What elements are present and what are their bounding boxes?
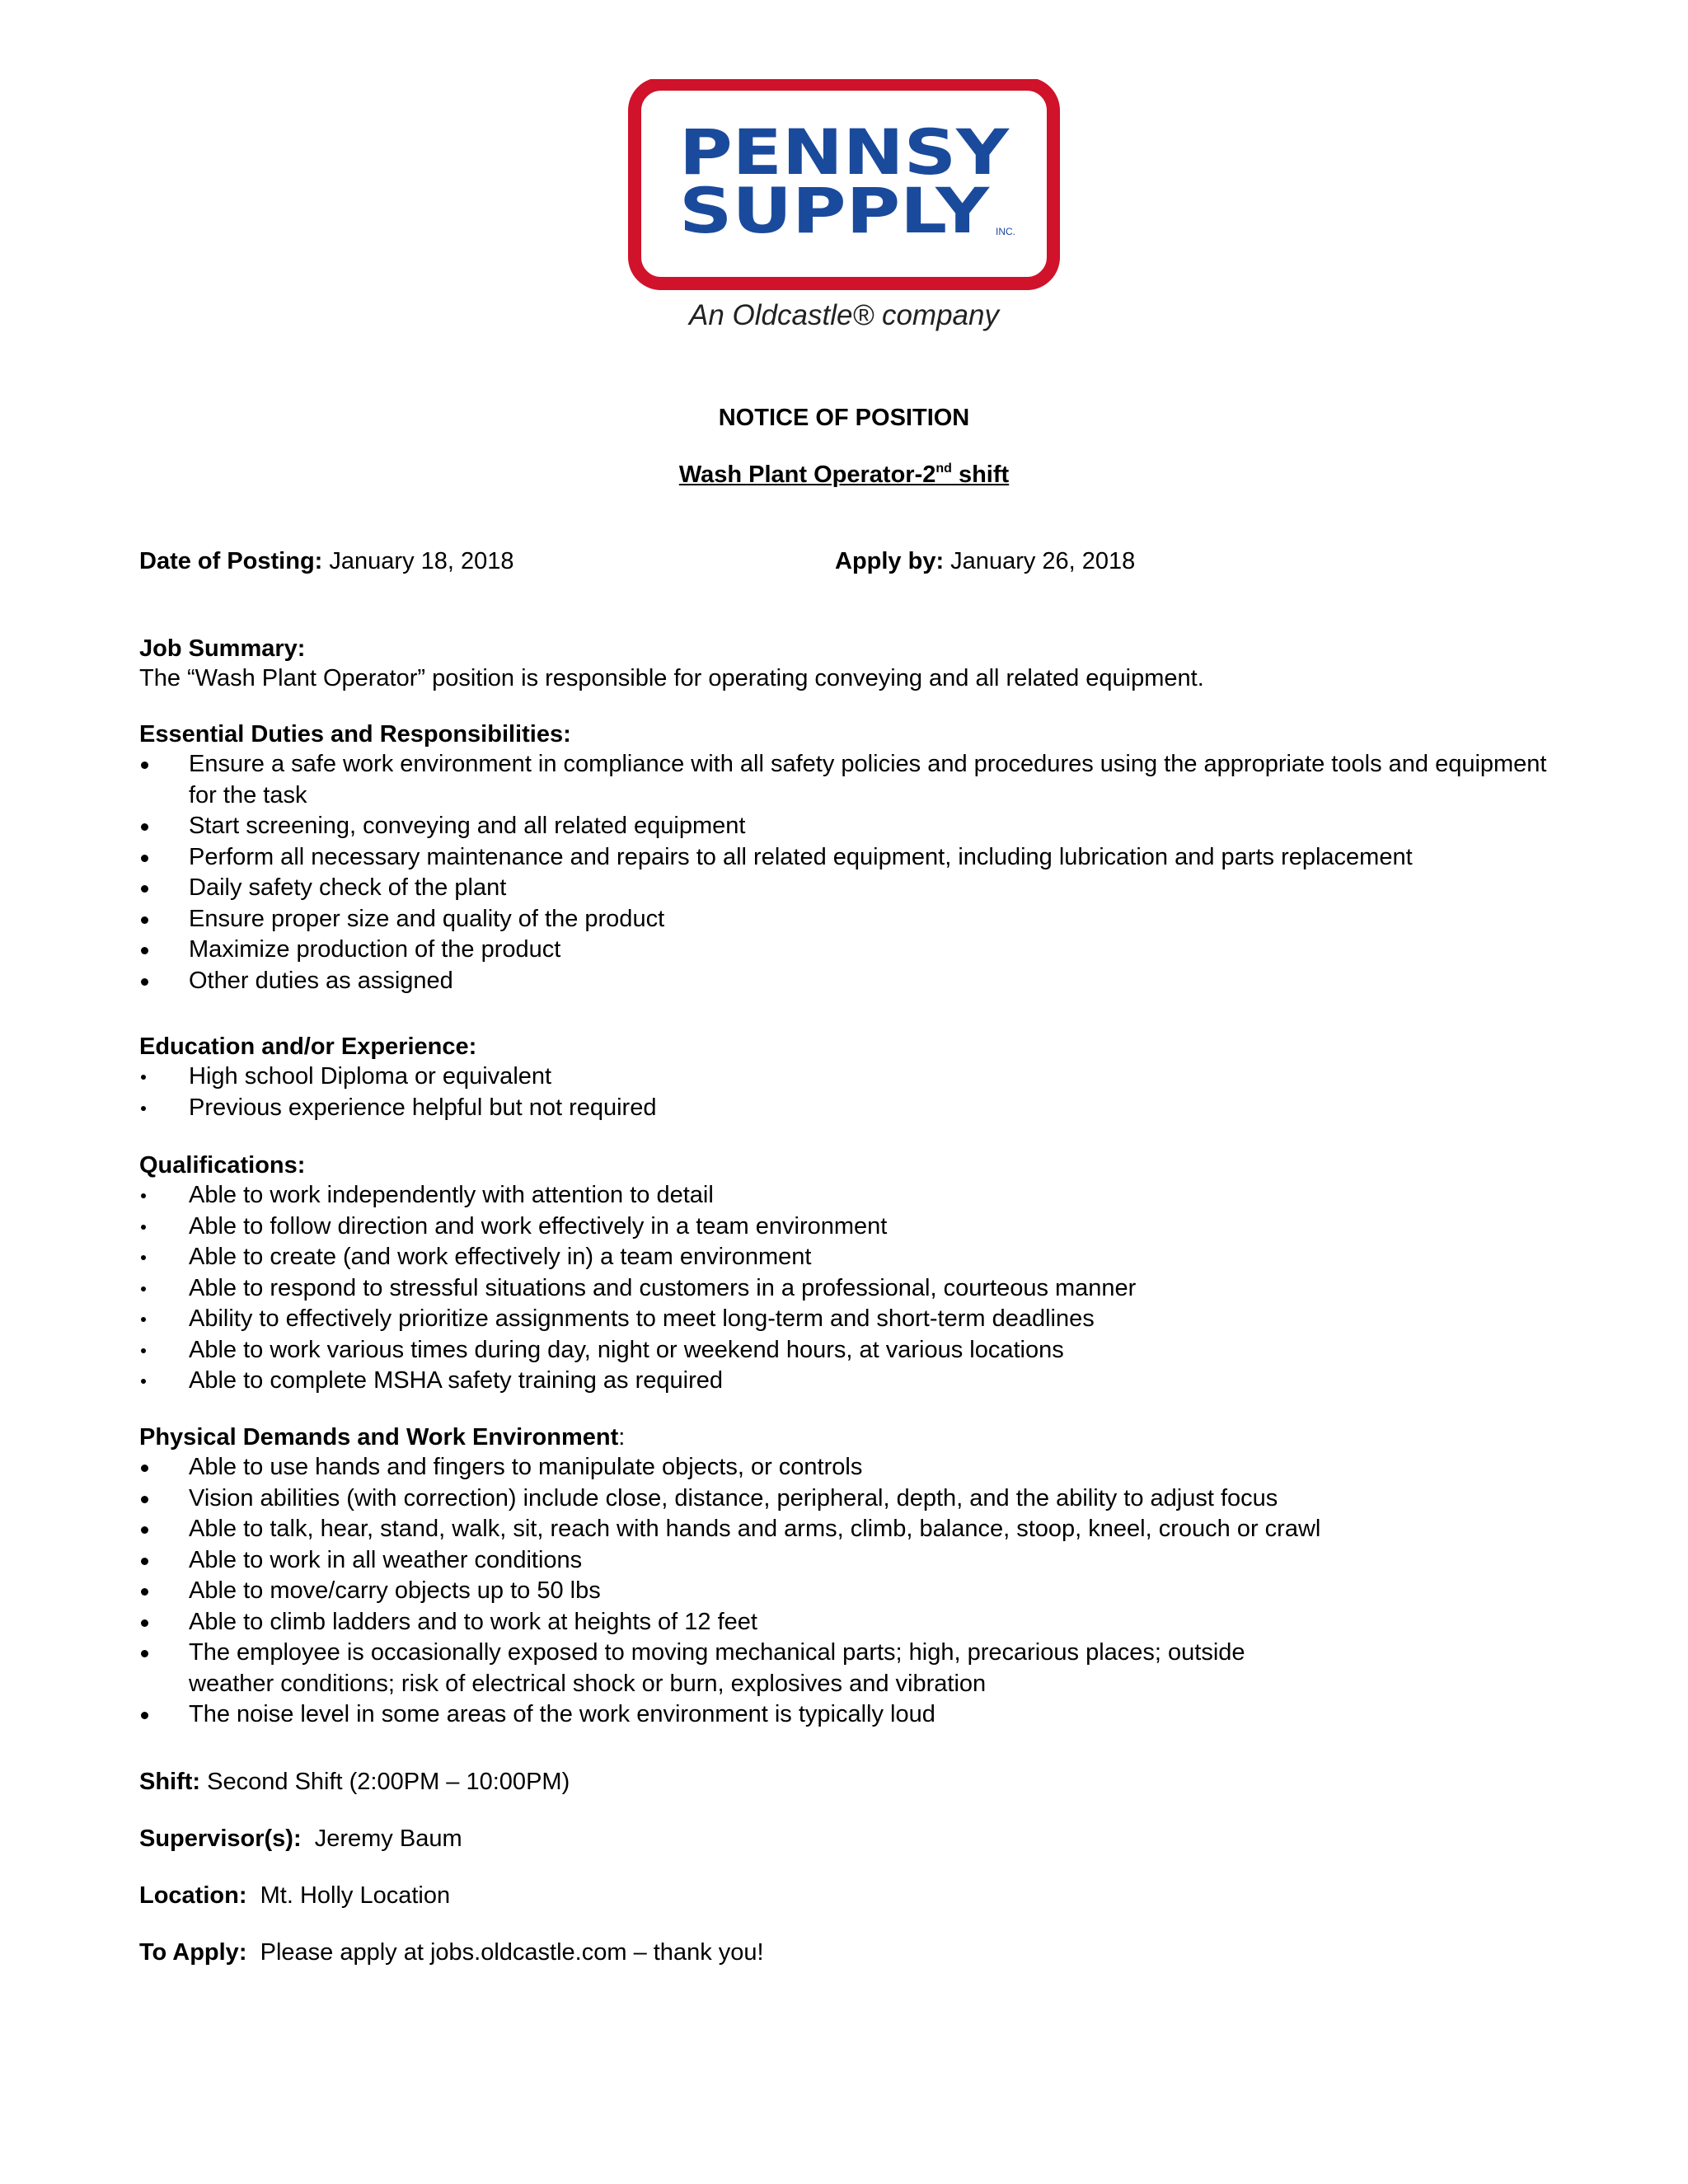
list-item: Vision abilities (with correction) include close, distance, peripheral, depth, and the ability to adjust focus [189,1484,1278,1511]
date-of-posting [139,548,514,575]
job-summary-text: The “Wash Plant Operator” position is responsible for operating conveying and all related equipment. [139,665,1204,691]
physical-section [139,1422,1376,1731]
job-summary-section [139,634,1557,693]
list-item: Able to talk, hear, stand, walk, sit, reach with hands and arms, climb, balance, stoop, kneel, crouch or crawl [189,1516,1321,1542]
list-item: Able to follow direction and work effectively in a team environment [189,1212,888,1240]
duties-heading: Essential Duties and Responsibilities: [139,721,571,748]
logo-line1: PENNSY [679,115,1010,189]
position-title-sup: nd [935,462,952,476]
qualifications-heading: Qualifications: [139,1152,306,1179]
supervisor-value: Jeremy Baum [301,1825,462,1852]
list-item: Able to climb ladders and to work at heights of 12 feet [189,1608,757,1635]
supervisor-row [139,1825,462,1853]
list-item: Able to use hands and fingers to manipulate objects, or controls [189,1454,863,1480]
to-apply-row [139,1939,764,1966]
logo-line2: SUPPLY [679,174,991,247]
list-item: Ensure a safe work environment in compliance with all safety policies and procedures using the appropriate tools and equipment for the task [189,751,1547,808]
list-item: Able to work in all weather conditions [189,1546,583,1573]
list-item: Able to respond to stressful situations and customers in a professional, courteous manner [189,1274,1137,1301]
education-heading: Education and/or Experience: [139,1033,477,1060]
list-item: Ability to effectively prioritize assignments to meet long-term and short-term deadlines [189,1305,1095,1332]
list-item: Maximize production of the product [189,936,561,963]
logo-graphic [628,79,1060,340]
position-title-tail: shift [951,462,1010,488]
date-of-posting-value: January 18, 2018 [322,548,514,574]
apply-by-label: Apply by: [835,548,945,574]
list-item: Ensure proper size and quality of the product [189,905,665,932]
list-item: High school Diploma or equivalent [189,1063,552,1090]
apply-by [835,548,1135,575]
apply-by-value: January 26, 2018 [944,548,1136,574]
list-item: Other duties as assigned [189,967,453,994]
qualifications-section [139,1151,1557,1397]
pennsy-supply-logo [628,79,1060,340]
duties-section [139,719,1557,996]
list-item: Able to complete MSHA safety training as required [189,1367,723,1394]
list-item: The employee is occasionally exposed to moving mechanical parts; high, precarious places; outside weather conditions; risk of electrical shock or burn, explosives and vibration [189,1639,1245,1697]
education-section [139,1032,1557,1123]
shift-row [139,1769,570,1796]
list-item: Perform all necessary maintenance and repairs to all related equipment, including lubrication and parts replacement [189,843,1413,870]
supervisor-label: Supervisor(s): [139,1825,302,1852]
physical-heading: Physical Demands and Work Environment: [139,1424,626,1451]
duties-list [139,749,1557,996]
shift-value: Second Shift (2:00PM – 10:00PM) [200,1769,570,1795]
education-list [139,1062,1557,1123]
logo-tagline: An Oldcastle® company [689,299,999,331]
to-apply-value: Please apply at jobs.oldcastle.com – thank you! [246,1939,764,1966]
date-of-posting-label: Date of Posting: [139,548,323,574]
to-apply-label: To Apply: [139,1939,247,1966]
position-title-main: Wash Plant Operator-2 [678,462,936,488]
list-item: Able to work independently with attention to detail [189,1182,714,1208]
list-item: Daily safety check of the plant [189,874,507,901]
physical-list [139,1452,1376,1731]
list-item: Start screening, conveying and all related equipment [189,813,746,839]
list-item: Previous experience helpful but not required [189,1094,657,1121]
list-item: Able to move/carry objects up to 50 lbs [189,1577,601,1604]
shift-label: Shift: [139,1769,201,1795]
notice-title: NOTICE OF POSITION [718,405,970,431]
location-label: Location: [139,1882,247,1909]
qualifications-list [139,1180,1557,1397]
position-title [0,462,1688,489]
location-row [139,1882,450,1910]
logo-suffix: INC. [996,226,1015,237]
list-item: Able to create (and work effectively in) a team environment [189,1244,812,1270]
location-value: Mt. Holly Location [246,1882,451,1909]
job-summary-heading: Job Summary: [139,635,306,662]
list-item: Able to work various times during day, night or weekend hours, at various locations [189,1336,1064,1363]
list-item: The noise level in some areas of the work environment is typically loud [189,1701,935,1727]
